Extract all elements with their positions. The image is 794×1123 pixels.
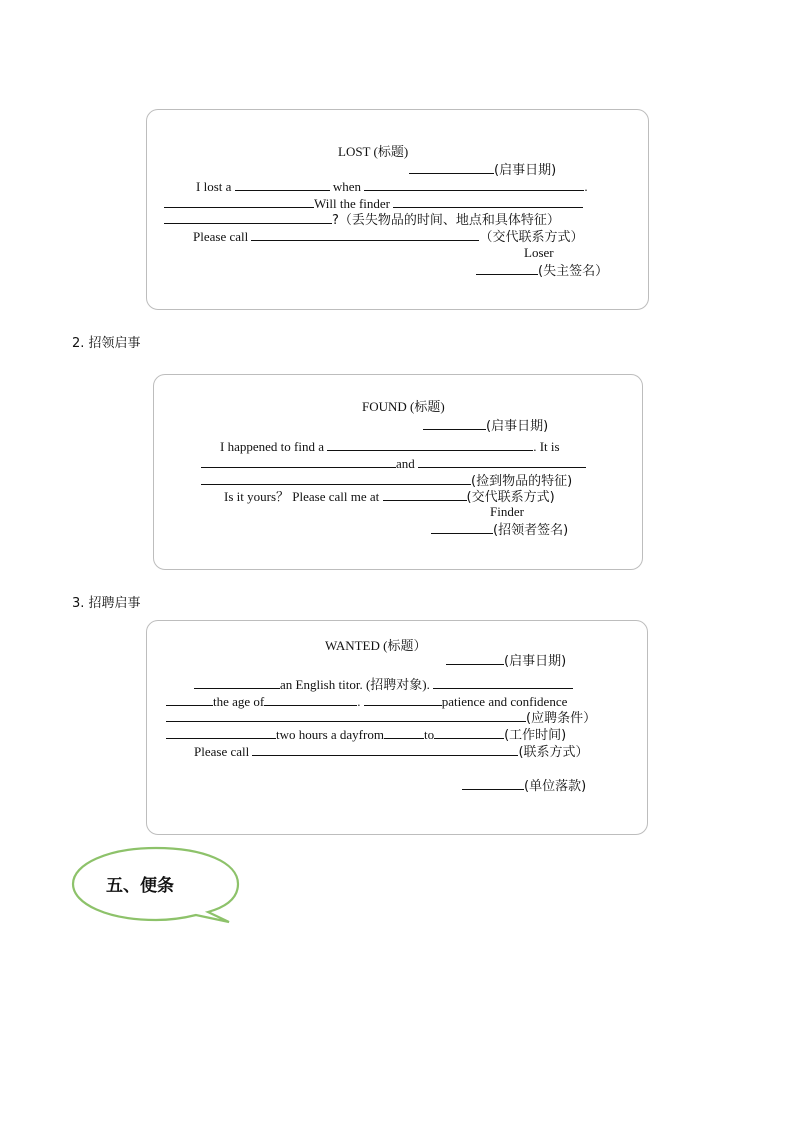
lost-line-3: ?（丢失物品的时间、地点和具体特征）: [164, 211, 560, 228]
wanted-title: WANTED (标题）: [325, 638, 427, 653]
lost-signature-line: (失主签名）: [476, 262, 608, 279]
wanted-line-3: (应聘条件）: [166, 709, 596, 726]
found-date-line: (启事日期): [423, 417, 548, 434]
found-line-1: I happened to find a . It is: [220, 439, 560, 454]
lost-line-4: Please call （交代联系方式）: [193, 229, 584, 245]
section-3-label: 3. 招聘启事: [72, 596, 141, 611]
found-signature-line: (招领者签名): [431, 521, 568, 538]
wanted-line-5: Please call (联系方式）: [194, 744, 589, 760]
found-line-3: (捡到物品的特征): [201, 472, 572, 489]
section-2-label: 2. 招领启事: [72, 336, 141, 351]
found-finder-label: Finder: [490, 504, 524, 519]
wanted-line-1: an English titor. (招聘对象).: [194, 676, 573, 692]
lost-line-2: Will the finder: [164, 195, 583, 211]
wanted-signature-line: (单位落款): [462, 777, 586, 794]
section-5-heading: 五、便条: [106, 876, 174, 896]
lost-title: LOST (标题): [338, 144, 409, 159]
lost-date-line: (启事日期): [409, 161, 556, 178]
wanted-line-2: the age of . patience and confidence: [166, 693, 567, 709]
found-title: FOUND (标题): [362, 399, 445, 414]
lost-line-1: I lost a when .: [196, 179, 588, 194]
found-line-4: Is it yours？ Please call me at (交代联系方式): [224, 489, 555, 505]
found-line-2: and: [201, 455, 586, 471]
lost-loser-label: Loser: [524, 245, 554, 260]
wanted-line-4: two hours a dayfrom to (工作时间): [166, 726, 566, 743]
wanted-date-line: (启事日期): [446, 652, 566, 669]
